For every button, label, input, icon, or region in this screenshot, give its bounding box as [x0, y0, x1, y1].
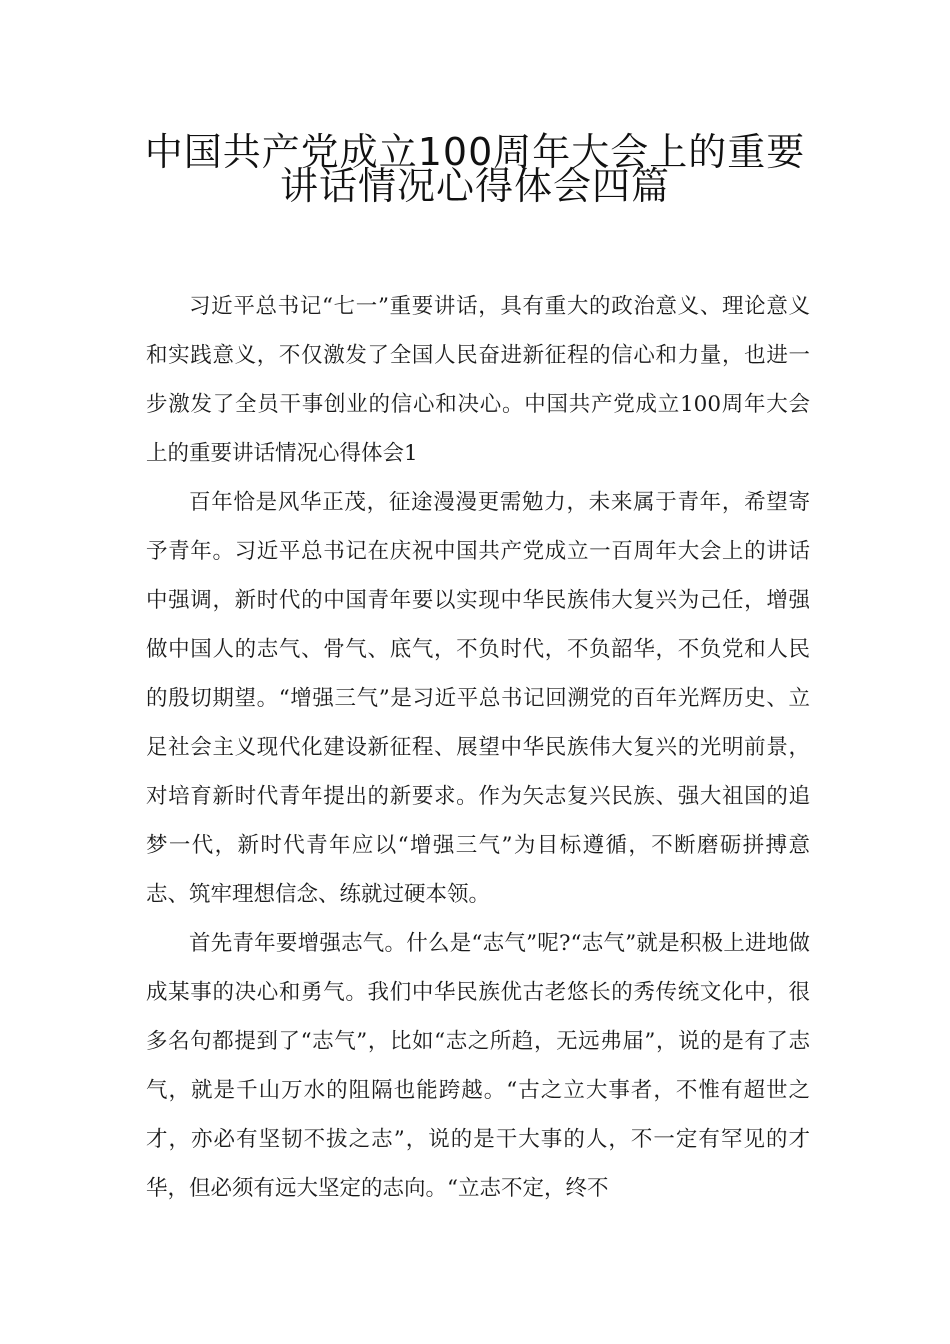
paragraph-intro: 习近平总书记“七一”重要讲话，具有重大的政治意义、理论意义和实践意义，不仅激发了全国人民奋进新征程的信心和力量，也进一步激发了全员干事创业的信心和决心。中国共产党成立100周年大会上的重要讲话情况心得体会1 [146, 294, 810, 466]
document-body [146, 282, 810, 1213]
paragraph-youth: 百年恰是风华正茂，征途漫漫更需勉力，未来属于青年，希望寄予青年。习近平总书记在庆祝中国共产党成立一百周年大会上的讲话中强调，新时代的中国青年要以实现中华民族伟大复兴为己任，增强做中国人的志气、骨气、底气，不负时代，不负韶华，不负党和人民的殷切期望。“增强三气”是习近平总书记回溯党的百年光辉历史、立足社会主义现代化建设新征程、展望中华民族伟大复兴的光明前景，对培育新时代青年提出的新要求。作为矢志复兴民族、强大祖国的追梦一代，新时代青年应以“增强三气”为目标遵循，不断磨砺拼搏意志、筑牢理想信念、练就过硬本领。 [146, 490, 810, 907]
paragraph-ambition: 首先青年要增强志气。什么是“志气”呢?“志气”就是积极上进地做成某事的决心和勇气。我们中华民族优古老悠长的秀传统文化中，很多名句都提到了“志气”，比如“志之所趋，无远弗届”，说的是有了志气，就是千山万水的阻隔也能跨越。“古之立大事者，不惟有超世之才，亦必有坚韧不拔之志”，说的是干大事的人，不一定有罕见的才华，但必须有远大坚定的志向。“立志不定，终不 [146, 931, 810, 1201]
document-title-line-2: 讲话情况心得体会四篇 [279, 164, 670, 208]
document-title-line-1: 中国共产党成立100周年大会上的重要 [144, 130, 806, 174]
